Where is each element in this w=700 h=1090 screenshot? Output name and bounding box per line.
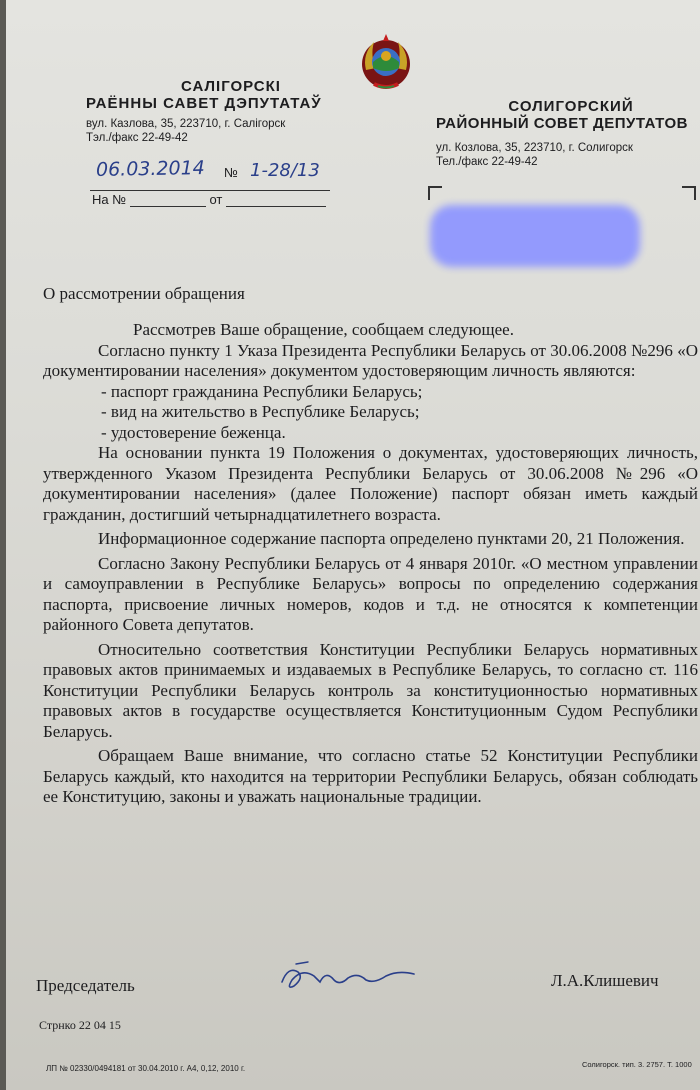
paragraph: Обращаем Ваше внимание, что согласно статье 52 Конституции Республики Беларусь каждый, кто находится на территории Республики Беларусь, обязан соблюдать ее Конституцию, законы и уважать национальные традиции. — [43, 746, 698, 806]
reference-label: На № — [92, 192, 127, 207]
signatory-name: Л.А.Клишевич — [551, 971, 659, 990]
list-item: - вид на жительство в Республике Беларусь; — [101, 402, 420, 421]
paragraph: Относительно соответствия Конституции Республики Беларусь нормативных правовых актов принимаемых и издаваемых в Республике Беларусь, то согласно ст. 116 Конституции Республики Беларусь контроль за конституционностью нормативных правовых актов в государстве осуществляется Конституционным Судом Республики Беларусь. — [43, 639, 698, 741]
letter-page — [6, 0, 700, 1090]
signatory-title: Председатель — [36, 976, 135, 995]
list-item: - удостоверение беженца. — [101, 422, 286, 442]
list-item: - паспорт гражданина Республики Беларусь; — [101, 381, 423, 401]
org-address: ул. Козлова, 35, 223710, г. Солигорск — [436, 142, 633, 154]
paragraph: Информационное содержание паспорта определено пунктами 20, 21 Положения. — [98, 529, 685, 548]
paragraph: Рассмотрев Ваше обращение, сообщаем следующее. — [133, 320, 514, 339]
reference-from-label: от — [209, 192, 223, 207]
handwritten-signature — [274, 958, 424, 998]
address-corner-mark-left — [428, 186, 442, 200]
paragraph: Согласно Закону Республики Беларусь от 4 января 2010г. «О местном управлении и самоуправлении в Республике Беларусь» вопросы по определению содержания паспорта, присвоение личных номеров, кодов и т.д. не относятся к компетенции районного Совета депутатов. — [43, 553, 698, 634]
registration-number-label: № — [224, 165, 238, 180]
org-address: вул. Казлова, 35, 223710, г. Салігорск — [86, 118, 286, 130]
redacted-addressee — [430, 205, 640, 267]
registration-date: 06.03.2014 — [95, 157, 205, 181]
print-license: ЛП № 02330/0494181 от 30.04.2010 г. А4, 0,12, 2010 г. — [46, 1064, 246, 1073]
header-right-russian — [436, 98, 700, 168]
address-corner-mark-right — [682, 186, 696, 200]
registration-number: 1-28/13 — [250, 160, 320, 181]
letter-subject: О рассмотрении обращения — [43, 284, 245, 303]
org-name-line1: САЛІГОРСКІ — [181, 78, 281, 95]
paragraph: На основании пункта 19 Положения о документах, удостоверяющих личность, утвержденного Указом Президента Республики Беларусь от 30.06.2008 №296 «О документировании населения» (далее Положение) паспорт обязан иметь каждый гражданин, достигший четырнадцатилетнего возраста. — [43, 443, 698, 524]
print-house: Солигорск. тип. 3. 2757. Т. 1000 — [582, 1060, 692, 1069]
org-name-line2: РАЁННЫ САВЕТ ДЭПУТАТАЎ — [86, 95, 322, 112]
org-name-line2: РАЙОННЫЙ СОВЕТ ДЕПУТАТОВ — [436, 115, 688, 132]
executor-note: Стрнко 22 04 15 — [39, 1018, 121, 1032]
reference-number-blank — [130, 192, 206, 207]
org-phone: Тэл./факс 22-49-42 — [86, 132, 188, 144]
letter-body — [43, 320, 698, 808]
reference-line — [92, 192, 326, 207]
header-left-belarusian — [86, 78, 386, 144]
org-name-line1: СОЛИГОРСКИЙ — [508, 98, 634, 115]
paragraph: Согласно пункту 1 Указа Президента Республики Беларусь от 30.06.2008 №296 «О документировании населения» документом удостоверяющим личность являются: — [43, 340, 698, 380]
org-phone: Тел./факс 22-49-42 — [436, 156, 538, 168]
reference-date-blank — [226, 192, 326, 207]
